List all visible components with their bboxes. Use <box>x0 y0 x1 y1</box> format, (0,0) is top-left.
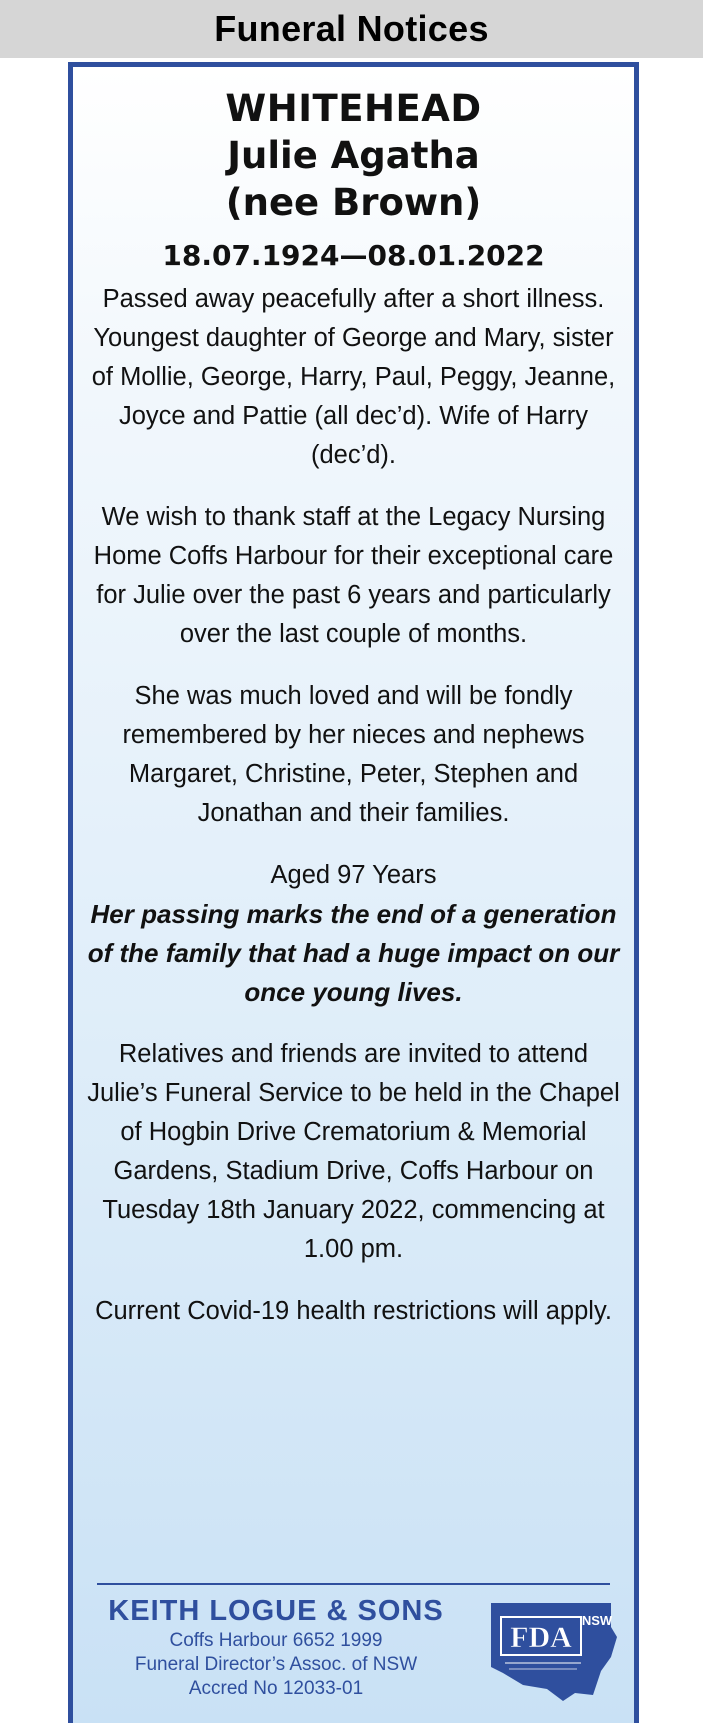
funeral-director-name: KEITH LOGUE & SONS <box>108 1595 444 1627</box>
section-title: Funeral Notices <box>214 8 489 49</box>
notice-paragraph-passing: Passed away peacefully after a short illness. Youngest daughter of George and Mary, sister of Mollie, George, Harry, Paul, Peggy, Jeanne, Joyce and Pattie (all dec’d). Wife of Harry (dec’d). <box>91 285 616 469</box>
funeral-director-phone: Coffs Harbour 6652 1999 <box>169 1630 383 1651</box>
notice-paragraph-service: Relatives and friends are invited to attend Julie’s Funeral Service to be held in the Chapel of Hogbin Drive Crematorium & Memorial Gardens, Stadium Drive, Coffs Harbour on Tuesday 18th January 2022, commencing at 1.00 pm. <box>87 1040 620 1263</box>
fda-nsw-logo <box>483 1597 623 1705</box>
notice-paragraph-thanks: We wish to thank staff at the Legacy Nursing Home Coffs Harbour for their exceptional care for Julie over the past 6 years and particularly over the last couple of months. <box>93 503 614 648</box>
notice-paragraph-remembered: She was much loved and will be fondly remembered by her nieces and nephews Margaret, Christine, Peter, Stephen and Jonathan and their families. <box>122 682 585 827</box>
header-bar <box>0 0 703 58</box>
accreditation-number: Accred No 12033-01 <box>188 1678 364 1699</box>
deceased-given-names: Julie Agatha <box>227 134 480 177</box>
life-dates: 18.07.1924—08.01.2022 <box>162 239 545 272</box>
deceased-maiden-name: (nee Brown) <box>225 181 482 224</box>
age-line: Aged 97 Years <box>270 861 437 889</box>
logo-text: FDA <box>510 1621 572 1654</box>
deceased-surname: WHITEHEAD <box>225 87 482 130</box>
association-name: Funeral Director’s Assoc. of NSW <box>134 1654 418 1675</box>
notice-paragraph-restrictions: Current Covid-19 health restrictions will apply. <box>95 1297 612 1325</box>
tribute-quote: Her passing marks the end of a generation of the family that had a huge impact on our once young lives. <box>87 899 620 1007</box>
funeral-director-block <box>91 1593 461 1701</box>
logo-state-text: NSW <box>581 1613 613 1628</box>
footer-divider <box>97 1583 610 1585</box>
funeral-notice <box>68 62 639 1723</box>
